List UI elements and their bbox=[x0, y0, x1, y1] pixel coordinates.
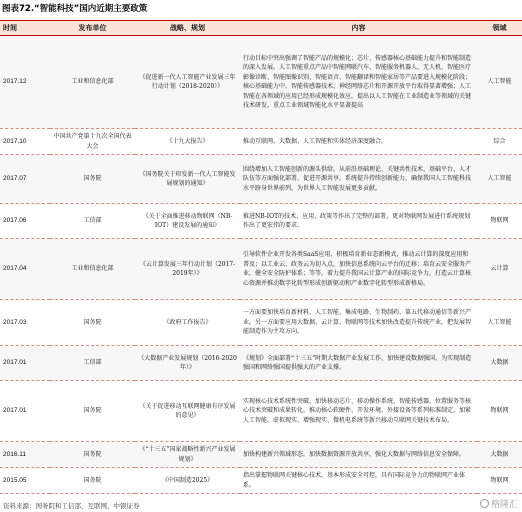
cell-field: 物联网 bbox=[477, 381, 522, 442]
source-note: 资料来源：国务院和工信部，互联网，中银证券 bbox=[3, 502, 140, 510]
cell-time: 2017.10 bbox=[0, 129, 50, 155]
cell-time: 2016.11 bbox=[0, 442, 50, 468]
cell-org: 国务院 bbox=[50, 155, 135, 204]
cell-strategy: 《关于促进移动互联网健康有序发展的意见》 bbox=[135, 381, 240, 442]
watermark-logo-icon bbox=[480, 499, 489, 508]
table-header bbox=[0, 21, 522, 36]
figure-title: 图表72.“智能科技”国内近期主要政策 bbox=[2, 4, 148, 14]
cell-org: 中国共产党第十九次全国代表大会 bbox=[50, 129, 135, 155]
cell-strategy: 《十九大报告》 bbox=[135, 129, 240, 155]
header-field: 领域 bbox=[477, 21, 522, 36]
table-body bbox=[0, 36, 522, 494]
cell-field: 云计算 bbox=[477, 239, 522, 300]
cell-content: 引导软件企业开发各类SaaS应用，积极培育新业态新模式，推动云计算的深度应用和普及；以工业云、政务云为切入点，加快信息系统向云平台的迁移；培育云安全服务产业，健全安全防护体系；等等。着力提升我国云计算产业的国际竞争力，打造云计算核心资源并推动数字化转型形成创新驱动和产业数字化转型形成新格局。 bbox=[240, 239, 477, 300]
cell-org: 工信部 bbox=[50, 204, 135, 239]
cell-field: 人工智能 bbox=[477, 36, 522, 129]
header-org: 发布单位 bbox=[50, 21, 135, 36]
header-strategy: 战略、规划 bbox=[135, 21, 240, 36]
cell-org: 国务院 bbox=[50, 381, 135, 442]
cell-time: 2017.04 bbox=[0, 239, 50, 300]
cell-time: 2017.06 bbox=[0, 204, 50, 239]
table-row bbox=[0, 468, 522, 494]
table-row bbox=[0, 239, 522, 300]
cell-time: 2017.03 bbox=[0, 300, 50, 346]
table-row bbox=[0, 155, 522, 204]
cell-field: 大数据 bbox=[477, 346, 522, 381]
cell-content: 一方面要加快培育新材料、人工智能、集成电路、生物制药、第五代移动通信等新兴产业，另一方面要应用大数据、云计算、物联网等技术加快改造提升传统产业，把发展智能制造作为主攻方向。 bbox=[240, 300, 477, 346]
cell-strategy: 《“十三五”国家战略性新兴产业发展规划》 bbox=[135, 442, 240, 468]
cell-strategy: 《国务院关于印发新一代人工智能发展规划的通知》 bbox=[135, 155, 240, 204]
cell-strategy: 《政府工作报告》 bbox=[135, 300, 240, 346]
cell-time: 2015.05 bbox=[0, 468, 50, 494]
cell-org: 国务院 bbox=[50, 442, 135, 468]
cell-strategy: 《云计算发展三年行动计划（2017-2019年）》 bbox=[135, 239, 240, 300]
cell-org: 工业和信息化部 bbox=[50, 36, 135, 129]
cell-strategy: 《促进新一代人工智能产业发展三年行动计划（2018-2020）》 bbox=[135, 36, 240, 129]
cell-field: 人工智能 bbox=[477, 300, 522, 346]
cell-content: 指出掌握物联网关键核心技术，基本形成安全可控，具有国际竞争力的物联网产业体系。 bbox=[240, 468, 477, 494]
table-row bbox=[0, 346, 522, 381]
table-row bbox=[0, 300, 522, 346]
cell-content: 加快构建新兴领域形态，加快数据资源开放共享，强化大数据与网络信息安全保障。 bbox=[240, 442, 477, 468]
cell-content: 推动互联网、大数据、人工智能和实体经济深度融合。 bbox=[240, 129, 477, 155]
table-row bbox=[0, 36, 522, 129]
cell-content: 推进NB-IOT的技术、应用、政策等作出了完整的部署，更对物联网发展进行系统规划作出了更宏伟的要求。 bbox=[240, 204, 477, 239]
watermark-text: 格隆汇 bbox=[490, 500, 518, 510]
header-content: 内容 bbox=[240, 21, 477, 36]
table-row bbox=[0, 381, 522, 442]
cell-content: 围绕增加人工智能创新的源头供给，从前沿基础理论、关键共性技术、基础平台、人才队伍等方面强化部署，促进开源共享，系统提升持续创新能力，确保我国人工智能科技水平跻身世界前列，为世界人工智能发展更多贡献。 bbox=[240, 155, 477, 204]
cell-strategy: 《关于全面推进移动物联网（NB-IOT）建设发展的通知》 bbox=[135, 204, 240, 239]
policy-table bbox=[0, 20, 522, 494]
cell-time: 2017.12 bbox=[0, 36, 50, 129]
cell-content: 实现核心技术系统性突破。加快移动芯片、移动操作系统、智能传感器、位置服务等核心技术突破和成果转化，推动核心软硬件、开发环境、外接设备等系列标准制定，加紧人工智能、虚拟现实、增强现实、微机电系统等新兴移动互联网关键技术布局。 bbox=[240, 381, 477, 442]
cell-strategy: 《中国制造2025》 bbox=[135, 468, 240, 494]
header-time: 时间 bbox=[0, 21, 50, 36]
cell-content: 《规划》全面部署“十三五”时期大数据产业发展工作，加快建设数据强国，为实现制造强国和网络强国提供强大的产业支撑。 bbox=[240, 346, 477, 381]
cell-time: 2017.01 bbox=[0, 381, 50, 442]
table-row bbox=[0, 204, 522, 239]
cell-org: 国务院 bbox=[50, 300, 135, 346]
cell-org: 工信部 bbox=[50, 346, 135, 381]
table-row bbox=[0, 442, 522, 468]
cell-org: 国务院 bbox=[50, 468, 135, 494]
cell-content: 行动目标中突出强调了智能产品的规模化；芯片、传感器核心基础能力提升和智能制造的深入发展。人工智能重点产品中智能网联汽车、智能服务机器人、无人机、智能医疗影像诊断、智能图像识别、智能语音、智能翻译和智能家居等产品要进入规模化阶段；核心基础能力中，智能传感器技术、神经网络芯片和开源开放平台取得显著增强；人工智能在各领域的应用已经形成规模化效应，提出以人工智能在工业制造业等领域的关键技术研发，重点工业领域智能化水平显著提高 bbox=[240, 36, 477, 129]
cell-time: 2017.07 bbox=[0, 155, 50, 204]
cell-org: 工业和信息化部 bbox=[50, 239, 135, 300]
cell-strategy: 《大数据产业发展规划（2016-2020年）》 bbox=[135, 346, 240, 381]
cell-field: 物联网 bbox=[477, 204, 522, 239]
cell-field: 人工智能 bbox=[477, 155, 522, 204]
table-row bbox=[0, 129, 522, 155]
cell-time: 2017.01 bbox=[0, 346, 50, 381]
cell-field: 大数据 bbox=[477, 442, 522, 468]
watermark bbox=[480, 497, 518, 510]
cell-field: 物联网 bbox=[477, 468, 522, 494]
cell-field: 综合 bbox=[477, 129, 522, 155]
